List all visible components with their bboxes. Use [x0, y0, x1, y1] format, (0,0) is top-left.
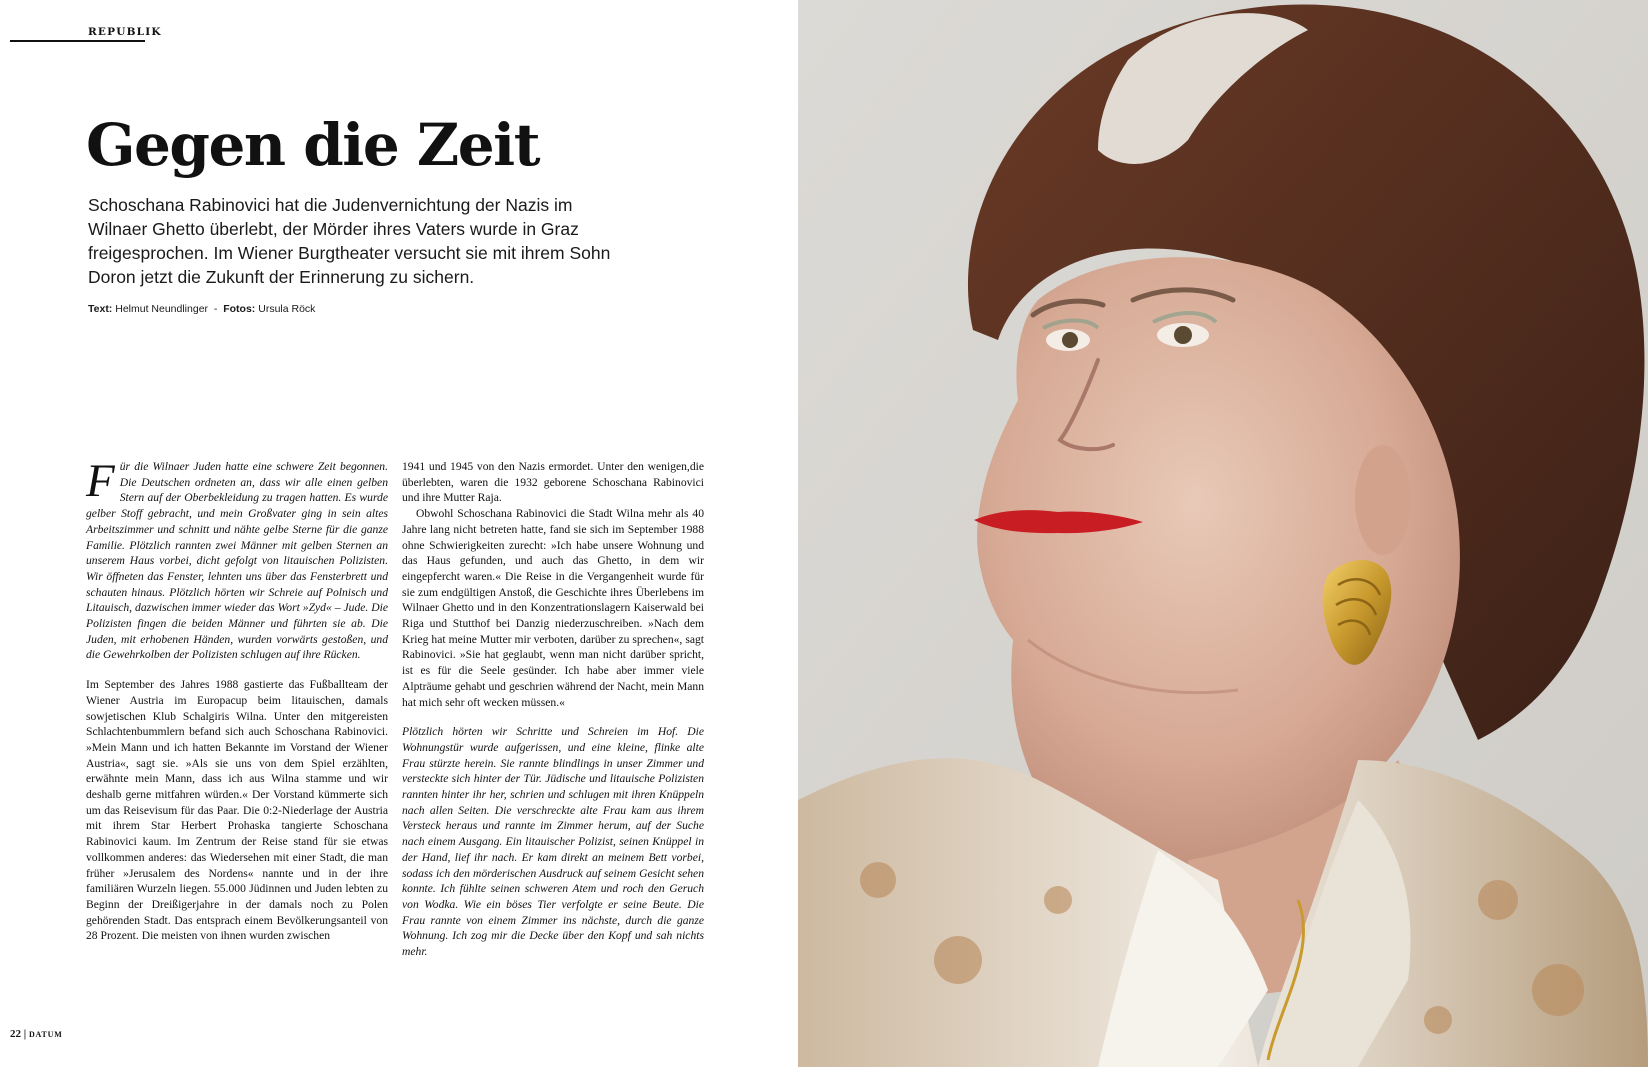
left-page — [0, 0, 798, 1067]
portrait-photo — [798, 0, 1648, 1067]
body-paragraph: 1941 und 1945 von den Nazis ermordet. Unter den wenigen,die überlebten, waren die 1932 geborene Schoschana Rabinovici und ihre Mutter Raja. — [402, 460, 704, 505]
ear — [1355, 445, 1411, 555]
body-paragraph: Im September des Jahres 1988 gastierte das Fußballteam der Wiener Austria im Europacup beim litauischen, damals sowjetischen Klub Schalgiris Wilna. Unter den mitgereisten Schlachtenbummlern befand sich auch Schoschana Rabinovici. »Mein Mann und ich hatten Bekannte im Vorstand der Wiener Austria«, sagt sie. »Als sie uns von dem Spiel erzählten, erwähnte mein Mann, dass ich aus Wilna stamme und wir deshalb gerne mitfahren würden.« Der Vorstand kümmerte sich um das Reisevisum für das Paar. Die 0:2-Niederlage der Austria mit ihrem Star Herbert Prohaska tangierte Schoschana Rabinovici kaum. Im Zentrum der Reise stand für sie etwas vollkommen anderes: das Wiedersehen mit einer Stadt, die man früher »Jerusalem des Nordens« nannte und in der ihre familiären Wurzeln liegen. 55.000 Jüdinnen und Juden lebten zu Beginn der Dreißigerjahre in der damals noch zu Polen gehörenden Stadt. Das entsprach einem Bevölkerungsanteil von 28 Prozent. Die meisten von ihnen wurden zwischen — [86, 678, 388, 943]
right-iris — [1174, 326, 1192, 344]
text-credit-label: Text: — [88, 303, 113, 315]
intro-quote-text: ür die Wilnaer Juden hatte eine schwere Zeit begonnen. Die Deutschen ordneten an, dass wir alle einen gelben Stern auf der Oberbekleidung zu tragen hatten. Es wurde gelber Stoff gebracht, und mein Großvater ging in sein altes Arbeitszimmer und schnitt und nähte gelbe Sterne für die ganze Familie. Plötzlich rannten zwei Männer mit gelben Sternen an unserem Haus vorbei, dicht gefolgt von litauischen Polizisten. Wir öffneten das Fenster, lehnten uns über das Fensterbrett und schauten hinaus. Plötzlich hörten wir Schreie auf Polnisch und Litauisch, dazwischen immer wieder das Wort »Zyd« – Jude. Die Polizisten fingen die beiden Männer und führten sie ab. Die Juden, mit erhobenen Händen, wurden vorwärts gestoßen, und die Gewehrkolben der Polizisten schlugen auf ihre Rücken. — [86, 460, 388, 662]
article-headline: Gegen die Zeit — [86, 111, 539, 179]
text-column-2 — [402, 459, 704, 960]
page-folio — [10, 1028, 63, 1040]
text-column-1 — [86, 455, 388, 944]
section-rule — [10, 40, 145, 42]
left-iris — [1062, 332, 1078, 348]
photo-credit-label: Fotos: — [223, 303, 256, 315]
page-number: 22 — [10, 1028, 21, 1040]
article-credits — [88, 303, 315, 315]
intro-quote — [86, 455, 388, 663]
article-dek: Schoschana Rabinovici hat die Judenvernichtung der Nazis im Wilnaer Ghetto überlebt, der Mörder ihres Vaters wurde in Graz freigesprochen. Im Wiener Burgtheater versucht sie mit ihrem Sohn Doron jetzt die Zukunft der Erinnerung zu sichern. — [88, 195, 611, 287]
memoir-quote: Plötzlich hörten wir Schritte und Schreien im Hof. Die Wohnungstür wurde aufgerissen, und eine kleine, flinke alte Frau stürzte herein. Sie rannte blindlings in unser Zimmer und versteckte sich hinter der Tür. Jüdische und litauische Polizisten rannten hinter ihr her, schrien und schlugen mit ihren Knüppeln nach allen Seiten. Die verschreckte alte Frau kam aus ihrem Versteck heraus und rannte im Zimmer herum, auf der Suche nach einem Ausgang. Ein litauischer Polizist, seinen Knüppel in der Hand, lief ihr nach. Er kam direkt an meinem Bett vorbei, sodass ich den mörderischen Ausdruck auf seinem Gesicht sehen konnte. Ich fühlte seinen schweren Atem und roch den Geruch von Wodka. Wie ein böses Tier verfolgte er seine Beute. Die Frau rannte von einem Zimmer ins nächste, durch die ganze Wohnung. Ich zog mir die Decke über den Kopf und sah nichts mehr. — [402, 725, 704, 959]
drop-cap: F — [86, 455, 115, 507]
photo-credit-author: Ursula Röck — [258, 303, 316, 315]
body-paragraph: Obwohl Schoschana Rabinovici die Stadt Wilna mehr als 40 Jahre lang nicht betreten hatte, fand sie sich im September 1988 ohne Schwierigkeiten zurecht: »Ich habe unsere Wohnung und das Haus gefunden, und auch das Ghetto, in dem wir eingepfercht waren.« Die Reise in die Vergangenheit wurde für sie zum endgültigen Anstoß, die Geschichte ihres Überlebens im Wilnaer Ghetto und in den Konzentrationslagern Kaiserwald bei Riga und Stutthof bei Danzig niederzuschreiben. »Nach dem Krieg hat meine Mutter mir verboten, darüber zu sprechen«, sagt Rabinovici. »Sie hat geglaubt, wenn man nicht darüber spricht, ist es für die Seele gesünder. Ich habe aber immer viele Alpträume gehabt und geschrien während der Nacht, mein Mann hat mich sehr oft wecken müssen.« — [402, 507, 704, 709]
credit-separator: - — [213, 303, 218, 315]
folio-separator: | — [23, 1028, 27, 1040]
section-label: REPUBLIK — [88, 26, 162, 38]
magazine-name: DATUM — [28, 1030, 63, 1039]
text-credit-author: Helmut Neundlinger — [115, 303, 209, 315]
